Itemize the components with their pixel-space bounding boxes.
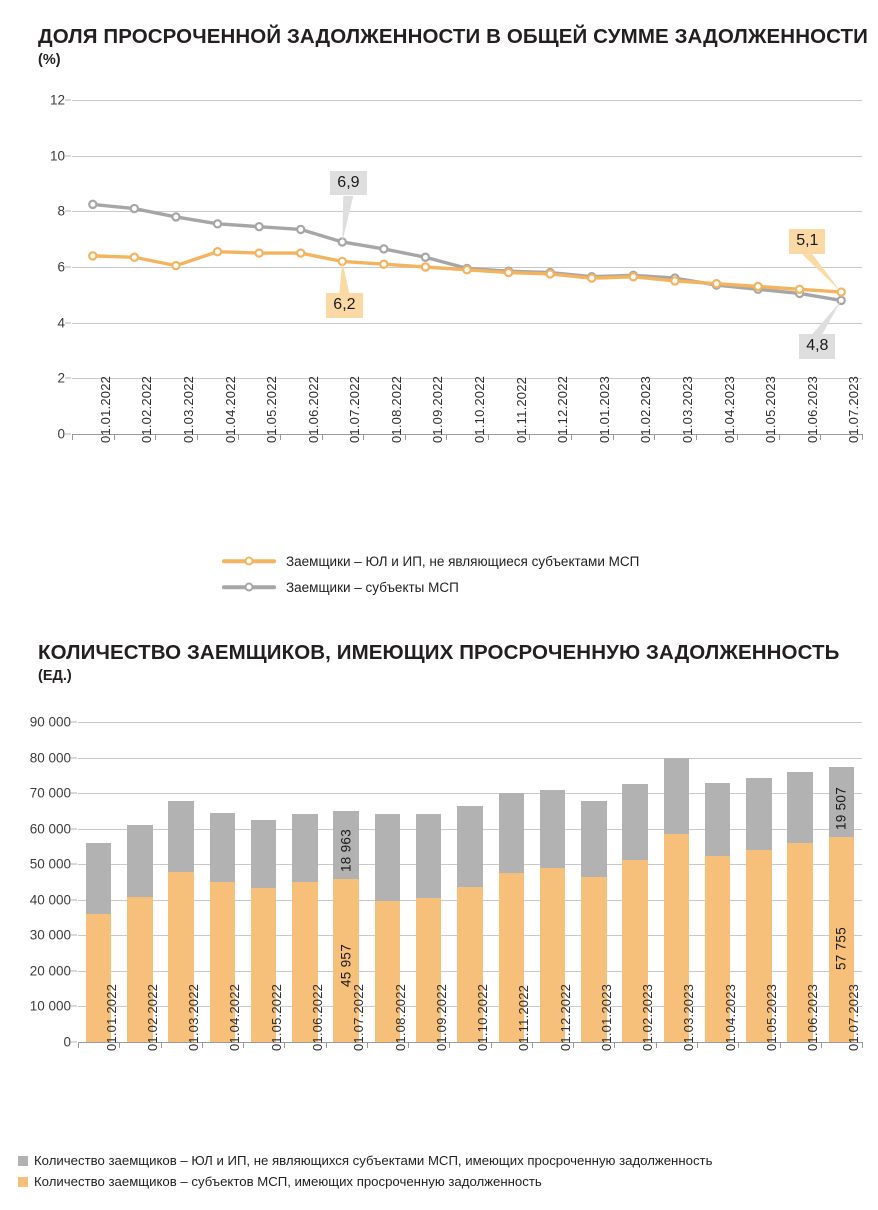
chart1-ytick-label: 12 [49, 92, 65, 108]
chart2-bar-segment-non-msp [86, 843, 112, 915]
chart2-title: КОЛИЧЕСТВО ЗАЕМЩИКОВ, ИМЕЮЩИХ ПРОСРОЧЕННУЮ ЗАДОЛЖЕННОСТЬ [38, 641, 840, 664]
chart2-ytick-mark [71, 1042, 77, 1043]
chart2-ytick-mark [71, 1006, 77, 1007]
chart1-ytick-mark [65, 322, 71, 323]
chart1-ytick-label: 10 [49, 148, 65, 164]
chart2-xtick-mark [780, 1042, 781, 1048]
chart1-xtick-mark [114, 434, 115, 440]
chart2-xaxis-label: 01.03.2023 [681, 983, 697, 1051]
chart1-xaxis-label: 01.04.2023 [721, 375, 737, 443]
chart1-xaxis-label: 01.01.2022 [97, 375, 113, 443]
chart1-xtick-mark [446, 434, 447, 440]
chart2-xtick-mark [697, 1042, 698, 1048]
chart1-callout: 6,9 [330, 171, 366, 196]
chart1-xtick-mark [280, 434, 281, 440]
chart2-xtick-mark [862, 1042, 863, 1048]
chart1-xtick-mark [488, 434, 489, 440]
chart2-bar-segment-non-msp [499, 793, 525, 873]
chart1-xaxis-label: 01.12.2022 [555, 375, 571, 443]
chart2-xtick-mark [119, 1042, 120, 1048]
chart2-xaxis-label: 01.05.2023 [763, 983, 779, 1051]
chart2-ytick-mark [71, 793, 77, 794]
chart2-xtick-mark [491, 1042, 492, 1048]
chart2-xaxis-label: 01.02.2022 [144, 983, 160, 1051]
chart1-legend-label: Заемщики – субъекты МСП [286, 579, 459, 595]
chart1-xtick-mark [155, 434, 156, 440]
chart1-xtick-mark [72, 434, 73, 440]
chart2-ytick-label: 80 000 [29, 750, 71, 766]
chart2-bar-segment-non-msp [581, 801, 607, 877]
chart1-legend [222, 548, 639, 600]
chart1-ytick-label: 4 [57, 315, 65, 331]
chart2-legend-item [18, 1150, 712, 1171]
chart1-ytick-label: 8 [57, 203, 65, 219]
chart2-ytick-mark [71, 864, 77, 865]
chart2-ytick-mark [71, 899, 77, 900]
chart1-xaxis-label: 01.08.2022 [388, 375, 404, 443]
chart1-xtick-mark [862, 434, 863, 440]
chart2-ytick-label: 90 000 [29, 714, 71, 730]
chart2-bar-segment-non-msp [127, 825, 153, 897]
chart1-legend-label: Заемщики – ЮЛ и ИП, не являющиеся субъектами МСП [286, 553, 640, 569]
chart2-xaxis-label: 01.07.2022 [351, 983, 367, 1051]
chart2-plot-area [29, 714, 862, 1051]
chart1-legend-swatch [222, 554, 276, 568]
chart2-ytick-label: 20 000 [29, 963, 71, 979]
chart1-title: ДОЛЯ ПРОСРОЧЕННОЙ ЗАДОЛЖЕННОСТИ В ОБЩЕЙ СУММЕ ЗАДОЛЖЕННОСТИ [38, 25, 869, 48]
chart1-xtick-mark [696, 434, 697, 440]
chart2-bar-value-label: 18 963 [338, 829, 354, 873]
chart1-xaxis-label: 01.03.2023 [679, 375, 695, 443]
chart1-callout: 5,1 [789, 229, 825, 254]
chart2-bar-value-label: 45 957 [338, 944, 354, 988]
chart1-ytick-mark [65, 100, 71, 101]
chart1-xtick-mark [529, 434, 530, 440]
chart1-xaxis-label: 01.02.2022 [139, 375, 155, 443]
chart2-xaxis-label: 01.08.2022 [392, 983, 408, 1051]
chart1-callout: 4,8 [799, 334, 835, 359]
chart1-xaxis-label: 01.07.2023 [846, 375, 862, 443]
legend-swatch-icon [18, 1177, 28, 1187]
chart2-xtick-mark [738, 1042, 739, 1048]
chart1-xaxis-label: 01.02.2023 [638, 375, 654, 443]
chart1-ytick-label: 0 [57, 426, 65, 442]
chart1-xaxis-label: 01.11.2022 [513, 376, 529, 443]
chart1-xtick-mark [654, 434, 655, 440]
chart2-xaxis-label: 01.04.2022 [227, 983, 243, 1051]
chart1-xtick-mark [571, 434, 572, 440]
chart2-bar-segment-non-msp [787, 772, 813, 843]
chart2-xaxis-label: 01.04.2023 [722, 983, 738, 1051]
chart1-callout-leader [339, 261, 349, 293]
chart2-legend-label: Количество заемщиков – субъектов МСП, имеющих просроченную задолженность [34, 1174, 542, 1189]
chart1-xtick-mark [820, 434, 821, 440]
chart2-xtick-mark [367, 1042, 368, 1048]
chart2-bar-segment-non-msp [251, 820, 277, 889]
chart1-xtick-mark [737, 434, 738, 440]
chart2-xtick-mark [656, 1042, 657, 1048]
chart1-header [38, 26, 868, 68]
legend-marker-icon [245, 583, 254, 592]
chart2-bar-segment-non-msp [416, 814, 442, 898]
chart1-callout-leaders [72, 100, 862, 434]
chart2-xtick-mark [78, 1042, 79, 1048]
chart2-bar-segment-non-msp [540, 790, 566, 868]
chart1-unit: (%) [38, 51, 61, 68]
chart2-xtick-mark [614, 1042, 615, 1048]
legend-swatch-icon [18, 1156, 28, 1166]
chart1-xtick-mark [238, 434, 239, 440]
chart1-xaxis-label: 01.07.2022 [347, 375, 363, 443]
chart1-callout: 6,2 [326, 293, 362, 318]
chart2-bar-value-label: 19 507 [833, 786, 849, 830]
chart1-xtick-mark [363, 434, 364, 440]
chart1-ytick-mark [65, 155, 71, 156]
chart2-xaxis-label: 01.07.2023 [846, 983, 862, 1051]
chart2-unit: (ЕД.) [38, 667, 72, 684]
chart2-ytick-mark [71, 970, 77, 971]
chart2-bar-segment-non-msp [457, 806, 483, 887]
chart2-bar-segment-non-msp [168, 801, 194, 872]
chart1-xaxis-label: 01.06.2022 [305, 375, 321, 443]
chart2-xaxis-label: 01.05.2022 [268, 983, 284, 1051]
chart2-ytick-label: 10 000 [29, 998, 71, 1014]
chart2-xaxis-label: 01.06.2022 [309, 983, 325, 1051]
chart1-legend-swatch [222, 580, 276, 594]
chart1-xaxis-label: 01.06.2023 [804, 375, 820, 443]
chart1-xtick-mark [405, 434, 406, 440]
chart2-xaxis-label: 01.09.2022 [433, 983, 449, 1051]
chart2-xaxis-label: 01.06.2023 [805, 983, 821, 1051]
chart1-xaxis-label: 01.10.2022 [472, 375, 487, 443]
chart1-legend-item [222, 548, 639, 574]
chart1-callout-leader [812, 300, 841, 334]
chart2-bar-segment-non-msp [210, 813, 236, 882]
legend-marker-icon [245, 557, 254, 566]
chart2-xaxis-label: 01.01.2023 [598, 983, 614, 1051]
chart2-bar-segment-non-msp [746, 778, 772, 850]
chart2-bar-segment-non-msp [705, 783, 731, 856]
chart2-ytick-label: 0 [63, 1034, 71, 1050]
chart2-xtick-mark [821, 1042, 822, 1048]
chart2-xtick-mark [243, 1042, 244, 1048]
chart1-xtick-mark [779, 434, 780, 440]
chart1-ytick-mark [65, 378, 71, 379]
chart2-bar-segment-non-msp [292, 814, 318, 882]
chart1-xaxis-label: 01.09.2022 [430, 375, 446, 443]
chart2-xtick-mark [161, 1042, 162, 1048]
chart1-callout-leader [342, 196, 353, 242]
chart2-legend-item [18, 1171, 712, 1192]
chart1-callout-leader [802, 254, 841, 292]
chart2-xaxis-label: 01.01.2022 [103, 983, 119, 1051]
chart2-xtick-mark [573, 1042, 574, 1048]
chart2-ytick-mark [71, 757, 77, 758]
chart2-legend [18, 1150, 712, 1192]
chart2-ytick-mark [71, 935, 77, 936]
chart2-xtick-mark [284, 1042, 285, 1048]
chart2-ytick-label: 50 000 [29, 856, 71, 872]
chart2-ytick-label: 70 000 [29, 785, 71, 801]
chart1-legend-item [222, 574, 639, 600]
chart2-bar-segment-non-msp [622, 784, 648, 860]
chart1-plot-area [49, 92, 862, 443]
chart2-legend-label: Количество заемщиков – ЮЛ и ИП, не являющихся субъектами МСП, имеющих просроченную задолженность [34, 1153, 713, 1168]
chart1-xtick-mark [197, 434, 198, 440]
chart2-ytick-label: 40 000 [29, 892, 71, 908]
chart2-header [38, 642, 839, 684]
chart1-ytick-label: 2 [57, 370, 65, 386]
chart1-xaxis-label: 01.05.2022 [264, 375, 280, 443]
chart2-xtick-mark [532, 1042, 533, 1048]
chart2-ytick-mark [71, 828, 77, 829]
chart2-bar-segment-non-msp [664, 758, 690, 834]
chart1-xaxis-label: 01.05.2023 [763, 375, 779, 443]
chart2-xaxis-label: 01.12.2022 [557, 983, 573, 1051]
chart2-xaxis-label: 01.03.2022 [186, 983, 202, 1051]
chart2-xaxis-label: 01.11.2022 [516, 984, 532, 1051]
chart1-ytick-mark [65, 211, 71, 212]
chart2-xtick-mark [408, 1042, 409, 1048]
chart2-bar-value-label: 57 755 [833, 926, 849, 970]
chart2-ytick-mark [71, 722, 77, 723]
chart1-ytick-label: 6 [57, 259, 65, 275]
chart1-xtick-mark [322, 434, 323, 440]
chart2-bar-segment-non-msp [375, 814, 401, 900]
chart2-xtick-mark [202, 1042, 203, 1048]
chart2-ytick-label: 30 000 [29, 927, 71, 943]
chart2-xaxis-label: 01.10.2022 [475, 983, 490, 1051]
chart1-ytick-mark [65, 267, 71, 268]
chart1-xtick-mark [613, 434, 614, 440]
chart2-ytick-label: 60 000 [29, 821, 71, 837]
chart2-xaxis-label: 01.02.2023 [640, 983, 656, 1051]
chart2-xtick-mark [449, 1042, 450, 1048]
chart1-xaxis-label: 01.04.2022 [222, 375, 238, 443]
chart1-ytick-mark [65, 434, 71, 435]
chart2-bar-segment-non-msp [829, 767, 855, 836]
chart1-xaxis-label: 01.01.2023 [596, 375, 612, 443]
chart2-xtick-mark [326, 1042, 327, 1048]
chart1-xaxis-label: 01.03.2022 [180, 375, 196, 443]
chart2-bar-segment-non-msp [333, 811, 359, 878]
